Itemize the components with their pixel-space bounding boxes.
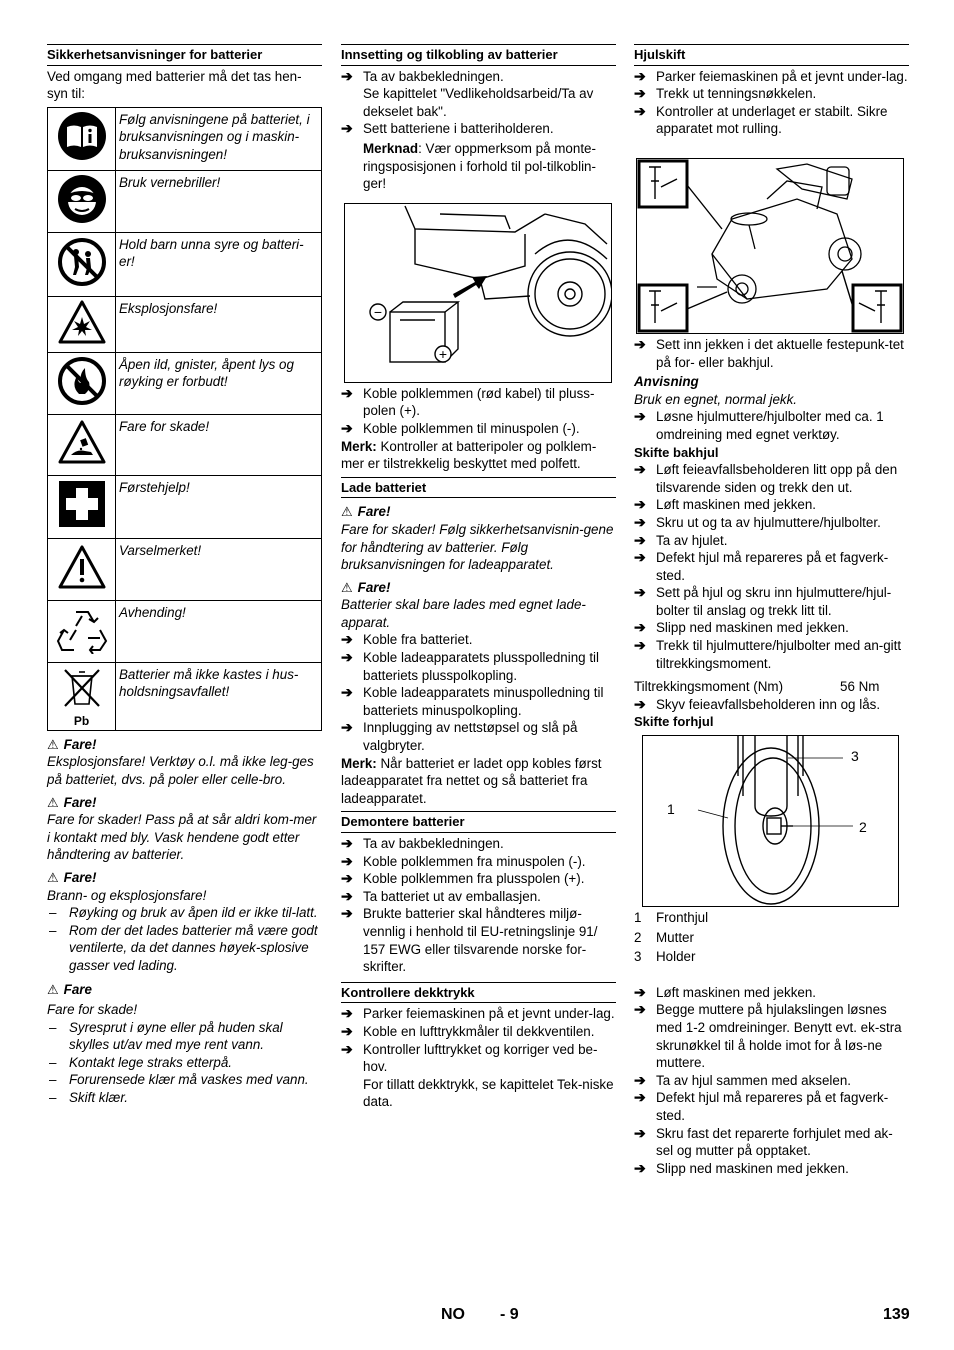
- danger-text: Fare for skade!: [47, 1002, 138, 1018]
- symbol-text: Eksplosjonsfare!: [116, 296, 322, 352]
- danger-text: Batterier skal bare lades med egnet lade-apparat.: [341, 597, 586, 630]
- section-heading: Lade batteriet: [341, 477, 616, 499]
- arrow-icon: ➔: [341, 419, 353, 436]
- step: ➔ Trekk til hjulmuttere/hjulbolter med an-gitt tiltrekkingsmoment.: [634, 637, 902, 671]
- list-item: – Rom der det lades batterier må være godt ventilerte, da det dannes høyek-splosive gasser ved lading.: [49, 922, 318, 973]
- column-1: [47, 44, 322, 1107]
- section-heading: Demontere batterier: [341, 811, 616, 833]
- pb-label: Pb: [73, 713, 90, 728]
- arrow-icon: ➔: [341, 384, 353, 401]
- list-item: – Røyking og bruk av åpen ild er ikke til-latt.: [49, 905, 318, 921]
- arrow-icon: ➔: [341, 852, 353, 869]
- danger-title: ⚠ Fare!: [341, 579, 391, 595]
- section-heading: Sikkerhetsanvisninger for batterier: [47, 44, 322, 66]
- arrow-icon: ➔: [634, 408, 646, 425]
- step: ➔ Løsne hjulmuttere/hjulbolter med ca. 1 omdreining med egnet verktøy.: [634, 408, 884, 442]
- symbol-row: [48, 662, 322, 730]
- legend-item: 1 Fronthjul: [634, 910, 709, 926]
- goggles-icon: [57, 174, 107, 224]
- arrow-icon: ➔: [634, 1124, 646, 1141]
- step: ➔ Innplugging av nettstøpsel og slå på valgbryter.: [341, 719, 578, 754]
- front-wheel-figure: [642, 735, 899, 907]
- arrow-icon: ➔: [634, 1001, 646, 1018]
- step: ➔ Koble fra batteriet.: [341, 631, 473, 648]
- step-detail: For tillatt dekktrykk, se kapittelet Tek-niske data.: [363, 1076, 614, 1110]
- callout-3: 3: [851, 748, 859, 765]
- no-children-icon: [57, 237, 107, 287]
- arrow-icon: ➔: [341, 719, 353, 736]
- symbol-text: Avhending!: [116, 600, 322, 662]
- step: ➔ Koble polklemmen fra minuspolen (-).: [341, 852, 586, 869]
- step: ➔ Skyv feieavfallsbeholderen inn og lås.: [634, 695, 881, 712]
- step: ➔ Skru fast det reparerte forhjulet med ak-sel og mutter på opptaket.: [634, 1124, 893, 1159]
- step: ➔ Slipp ned maskinen med jekken.: [634, 1159, 849, 1176]
- arrow-icon: ➔: [634, 335, 646, 352]
- danger-title: ⚠ Fare!: [47, 736, 97, 752]
- danger-title: ⚠ Fare!: [47, 869, 97, 885]
- step: ➔ Parker feiemaskinen på et jevnt under-lag.: [341, 1005, 615, 1022]
- step: ➔ Sett inn jekken i det aktuelle festepunk-tet på for- eller bakhjul.: [634, 335, 904, 370]
- arrow-icon: ➔: [634, 619, 646, 636]
- step: ➔ Koble polklemmen fra plusspolen (+).: [341, 870, 585, 887]
- danger-title: ⚠ Fare: [47, 981, 92, 997]
- battery-illustration: [345, 204, 611, 382]
- symbol-row: [48, 352, 322, 414]
- footer-section-page: - 9: [500, 1306, 519, 1323]
- step: ➔ Løft feieavfallsbeholderen litt opp på den tilsvarende siden og trekk den ut.: [634, 461, 898, 495]
- arrow-icon: ➔: [634, 85, 646, 102]
- column-2: [341, 44, 616, 1111]
- arrow-icon: ➔: [341, 835, 353, 851]
- step: ➔ Koble ladeapparatets plusspolledning til batteriets plusspolkopling.: [341, 649, 599, 683]
- danger-text: Fare for skader! Pass på at sår aldri kom-mer i kontakt med bly. Vask hendene godt etter håndtering av batterier.: [47, 812, 317, 863]
- corrosive-icon: [57, 419, 107, 465]
- arrow-icon: ➔: [634, 461, 646, 478]
- step: ➔ Ta batteriet ut av emballasjen.: [341, 887, 541, 904]
- step: ➔ Defekt hjul må repareres på et fagverk-sted.: [634, 549, 889, 583]
- arrow-icon: ➔: [634, 584, 646, 601]
- danger-title: ⚠ Fare!: [47, 794, 97, 810]
- step: ➔ Koble en lufttrykkmåler til dekkventilen.: [341, 1022, 595, 1039]
- intro-text: Ved omgang med batterier må det tas hen-syn til:: [47, 68, 302, 102]
- battery-figure: [344, 203, 612, 383]
- sweeper-illustration: [637, 159, 903, 333]
- arrow-icon: ➔: [634, 695, 646, 712]
- step-detail: Se kapittelet "Vedlikeholdsarbeid/Ta av dekselet bak".: [363, 86, 594, 119]
- danger-text: Eksplosjonsfare! Verktøy o.l. må ikke leg-ges på batteriet, dvs. på poler eller celle-bro.: [47, 754, 314, 787]
- symbol-text: Bruk vernebriller!: [116, 170, 322, 232]
- note: Merk: Kontroller at batteripoler og polklem-mer er tilstrekkelig beskyttet med polfett.: [341, 438, 597, 472]
- warning-icon: ⚠: [341, 579, 353, 595]
- symbol-row: [48, 600, 322, 662]
- step: ➔ Løft maskinen med jekken.: [634, 983, 817, 1000]
- no-bin-icon: [59, 666, 105, 710]
- arrow-icon: ➔: [341, 1022, 353, 1039]
- callout-2: 2: [859, 819, 867, 836]
- symbol-text: Fare for skade!: [116, 414, 322, 475]
- step: ➔ Kontroller lufttrykket og korriger ved be-hov.: [341, 1040, 598, 1075]
- danger-text: Brann- og eksplosjonsfare!: [47, 887, 207, 903]
- torque-spec: [634, 678, 909, 696]
- list-item: – Kontakt lege straks etterpå.: [49, 1054, 233, 1070]
- minus-label: −: [373, 303, 383, 320]
- section-heading: Hjulskift: [634, 44, 909, 66]
- symbol-text: Hold barn unna syre og batteri-er!: [116, 232, 322, 296]
- arrow-icon: ➔: [341, 905, 353, 922]
- torque-label: Tiltrekkingsmoment (Nm): [634, 679, 784, 695]
- step: ➔ Slipp ned maskinen med jekken.: [634, 619, 849, 636]
- symbol-text: Varselmerket!: [116, 538, 322, 600]
- step: ➔ Begge muttere på hjulakslingen løsnes med 1-2 omdreininger. Benytt evt. ek-stra skrunøkkel til å holde imot for å løs-ne muttere.: [634, 1001, 902, 1071]
- plus-label: +: [438, 345, 448, 362]
- arrow-icon: ➔: [634, 513, 646, 530]
- warning-icon: ⚠: [47, 981, 59, 997]
- column-3: [634, 44, 909, 1177]
- list-item: – Forurensede klær må vaskes med vann.: [49, 1072, 309, 1088]
- subsection-heading: Skifte bakhjul: [634, 444, 719, 460]
- arrow-icon: ➔: [634, 637, 646, 654]
- first-aid-icon: [57, 479, 107, 529]
- arrow-icon: ➔: [634, 549, 646, 566]
- arrow-icon: ➔: [341, 887, 353, 904]
- symbol-table: [47, 107, 322, 731]
- arrow-icon: ➔: [341, 631, 353, 648]
- step: ➔ Skru ut og ta av hjulmuttere/hjulbolter.: [634, 513, 881, 530]
- symbol-row: [48, 475, 322, 538]
- symbol-row: [48, 296, 322, 352]
- list-item: – Syresprut i øyne eller på huden skal skylles ut/av med mye rent vann.: [49, 1019, 283, 1053]
- step: ➔ Trekk ut tenningsnøkkelen.: [634, 85, 817, 102]
- step: ➔ Løft maskinen med jekken.: [634, 496, 817, 513]
- arrow-icon: ➔: [634, 531, 646, 548]
- torque-value: 56 Nm: [840, 679, 880, 695]
- step: ➔ Ta av bakbekledningen.: [341, 67, 504, 84]
- step: ➔ Ta av bakbekledningen.: [341, 835, 504, 851]
- symbol-text: Batterier må ikke kastes i hus-holdsningsavfallet!: [116, 662, 322, 730]
- arrow-icon: ➔: [634, 983, 646, 1000]
- note: Merknad: Vær oppmerksom på monte-ringsposisjonen i forhold til pol-tilkoblin-ger!: [363, 140, 596, 192]
- legend-item: 2 Mutter: [634, 929, 694, 945]
- symbol-text: Følg anvisningene på batteriet, i bruksanvisningen og i maskin-bruksanvisningen!: [116, 107, 322, 170]
- danger-text: Fare for skader! Følg sikkerhetsanvisnin-gene for håndtering av batterier. Følg bruksanvisningen for ladeapparatet.: [341, 521, 614, 573]
- note: Merk: Når batteriet er ladet opp kobles først ladeapparatet fra nettet og så batteriet fra ladeapparatet.: [341, 755, 602, 806]
- arrow-icon: ➔: [341, 1040, 353, 1057]
- warning-icon: ⚠: [47, 736, 59, 752]
- arrow-icon: ➔: [341, 649, 353, 666]
- step: ➔ Koble ladeapparatets minuspolledning til batteriets minuspolkopling.: [341, 684, 604, 718]
- danger-title: ⚠ Fare!: [341, 504, 391, 520]
- manual-icon: [57, 111, 107, 161]
- warning-icon: [57, 544, 107, 590]
- step: ➔ Sett batteriene i batteriholderen.: [341, 120, 554, 137]
- symbol-text: Åpen ild, gnister, åpent lys og røyking er forbudt!: [116, 352, 322, 414]
- arrow-icon: ➔: [341, 120, 353, 137]
- arrow-icon: ➔: [634, 102, 646, 119]
- warning-icon: ⚠: [47, 794, 59, 810]
- arrow-icon: ➔: [634, 496, 646, 513]
- step: ➔ Defekt hjul må repareres på et fagverk-sted.: [634, 1089, 889, 1123]
- arrow-icon: ➔: [341, 684, 353, 701]
- step: ➔ Koble polklemmen (rød kabel) til pluss-polen (+).: [341, 384, 595, 419]
- warning-icon: ⚠: [47, 869, 59, 885]
- notice-title: Anvisning: [634, 374, 699, 390]
- section-heading: Innsetting og tilkobling av batterier: [341, 44, 616, 66]
- symbol-row: [48, 170, 322, 232]
- arrow-icon: ➔: [341, 1005, 353, 1022]
- callout-1: 1: [667, 801, 675, 818]
- step: ➔ Ta av hjul sammen med akselen.: [634, 1071, 852, 1088]
- arrow-icon: ➔: [634, 1089, 646, 1106]
- symbol-text: Førstehjelp!: [116, 475, 322, 538]
- recycle-icon: [56, 604, 108, 654]
- front-wheel-illustration: [643, 736, 898, 906]
- symbol-row: [48, 538, 322, 600]
- warning-icon: ⚠: [341, 504, 353, 520]
- step: ➔ Ta av hjulet.: [634, 531, 728, 548]
- list-item: – Skift klær.: [49, 1090, 129, 1106]
- symbol-row: [48, 414, 322, 475]
- arrow-icon: ➔: [341, 67, 353, 84]
- footer-page-number: 139: [883, 1306, 910, 1323]
- sweeper-jack-figure: [636, 158, 904, 334]
- step: ➔ Brukte batterier skal håndteres miljø-vennlig i henhold til EU-retningslinje 91/ 157 EWG eller tilsvarende norske for-skrifter.: [341, 905, 598, 975]
- no-fire-icon: [57, 356, 107, 406]
- symbol-row: [48, 232, 322, 296]
- section-heading: Kontrollere dekktrykk: [341, 982, 616, 1004]
- step: ➔ Kontroller at underlaget er stabilt. Sikre apparatet mot rulling.: [634, 102, 888, 137]
- arrow-icon: ➔: [634, 67, 646, 84]
- subsection-heading: Skifte forhjul: [634, 714, 714, 730]
- symbol-row: [48, 107, 322, 170]
- notice-text: Bruk en egnet, normal jekk.: [634, 391, 798, 407]
- step: ➔ Parker feiemaskinen på et jevnt under-lag.: [634, 67, 908, 84]
- step: ➔ Sett på hjul og skru inn hjulmuttere/hjul-bolter til anslag og trekk litt til.: [634, 584, 892, 618]
- footer-language: NO: [441, 1306, 465, 1323]
- arrow-icon: ➔: [341, 870, 353, 887]
- arrow-icon: ➔: [634, 1071, 646, 1088]
- explosion-icon: [57, 299, 107, 345]
- legend-item: 3 Holder: [634, 949, 696, 965]
- arrow-icon: ➔: [634, 1159, 646, 1176]
- step: ➔ Koble polklemmen til minuspolen (-).: [341, 419, 580, 436]
